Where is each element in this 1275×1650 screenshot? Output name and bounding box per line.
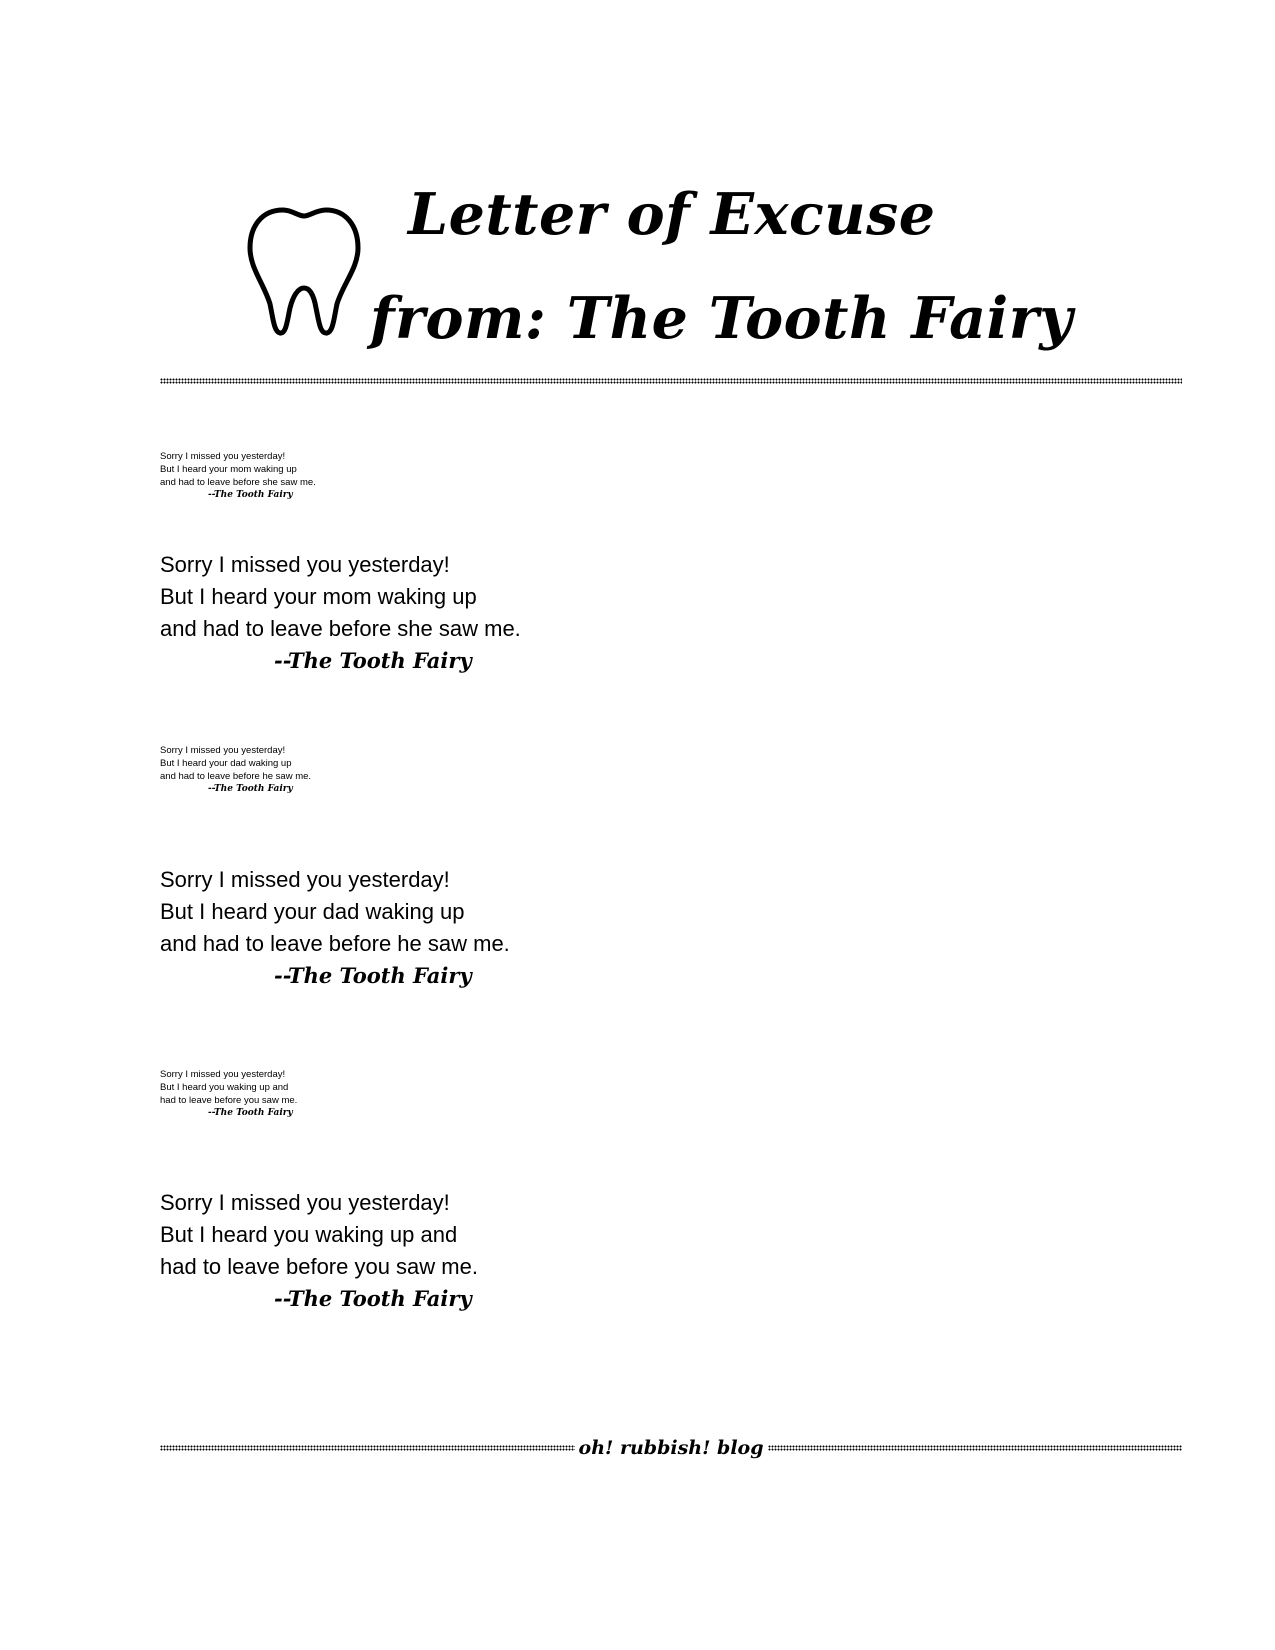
note-line: But I heard your dad waking up — [160, 758, 292, 769]
note-line: and had to leave before he saw me. — [160, 771, 312, 782]
header-divider — [160, 378, 1182, 384]
note-line: and had to leave before she saw me. — [160, 616, 521, 641]
note-line: Sorry I missed you yesterday! — [160, 867, 450, 892]
note-line: had to leave before you saw me. — [160, 1254, 478, 1279]
note-signature: --The Tooth Fairy — [208, 1108, 293, 1118]
note-line: Sorry I missed you yesterday! — [160, 451, 286, 462]
note-line: had to leave before you saw me. — [160, 1095, 298, 1106]
note-line: and had to leave before she saw me. — [160, 477, 316, 488]
note-line: But I heard you waking up and — [160, 1082, 289, 1093]
note-line: But I heard your mom waking up — [160, 584, 477, 609]
tooth-icon — [246, 204, 368, 338]
note-line: and had to leave before he saw me. — [160, 931, 510, 956]
note-mom-large — [160, 549, 521, 677]
note-signature: --The Tooth Fairy — [274, 648, 472, 673]
title-line-1: Letter of Excuse — [408, 181, 936, 248]
footer-divider-left — [160, 1445, 575, 1451]
note-line: Sorry I missed you yesterday! — [160, 552, 450, 577]
note-signature: --The Tooth Fairy — [274, 963, 472, 988]
note-line: But I heard you waking up and — [160, 1222, 458, 1247]
note-mom-small — [160, 450, 316, 502]
note-signature: --The Tooth Fairy — [274, 1286, 472, 1311]
note-signature: --The Tooth Fairy — [208, 784, 293, 794]
note-dad-small — [160, 744, 311, 796]
note-you-large — [160, 1187, 478, 1315]
note-line: Sorry I missed you yesterday! — [160, 1069, 286, 1080]
note-dad-large — [160, 864, 510, 992]
footer — [160, 1438, 1182, 1458]
note-line: Sorry I missed you yesterday! — [160, 745, 286, 756]
title-line-2: from: The Tooth Fairy — [370, 285, 1073, 352]
note-line: But I heard your mom waking up — [160, 464, 297, 475]
note-you-small — [160, 1068, 297, 1120]
footer-credit: oh! rubbish! blog — [578, 1437, 764, 1459]
note-signature: --The Tooth Fairy — [208, 490, 293, 500]
note-line: Sorry I missed you yesterday! — [160, 1190, 450, 1215]
note-line: But I heard your dad waking up — [160, 899, 465, 924]
footer-divider-right — [768, 1445, 1183, 1451]
